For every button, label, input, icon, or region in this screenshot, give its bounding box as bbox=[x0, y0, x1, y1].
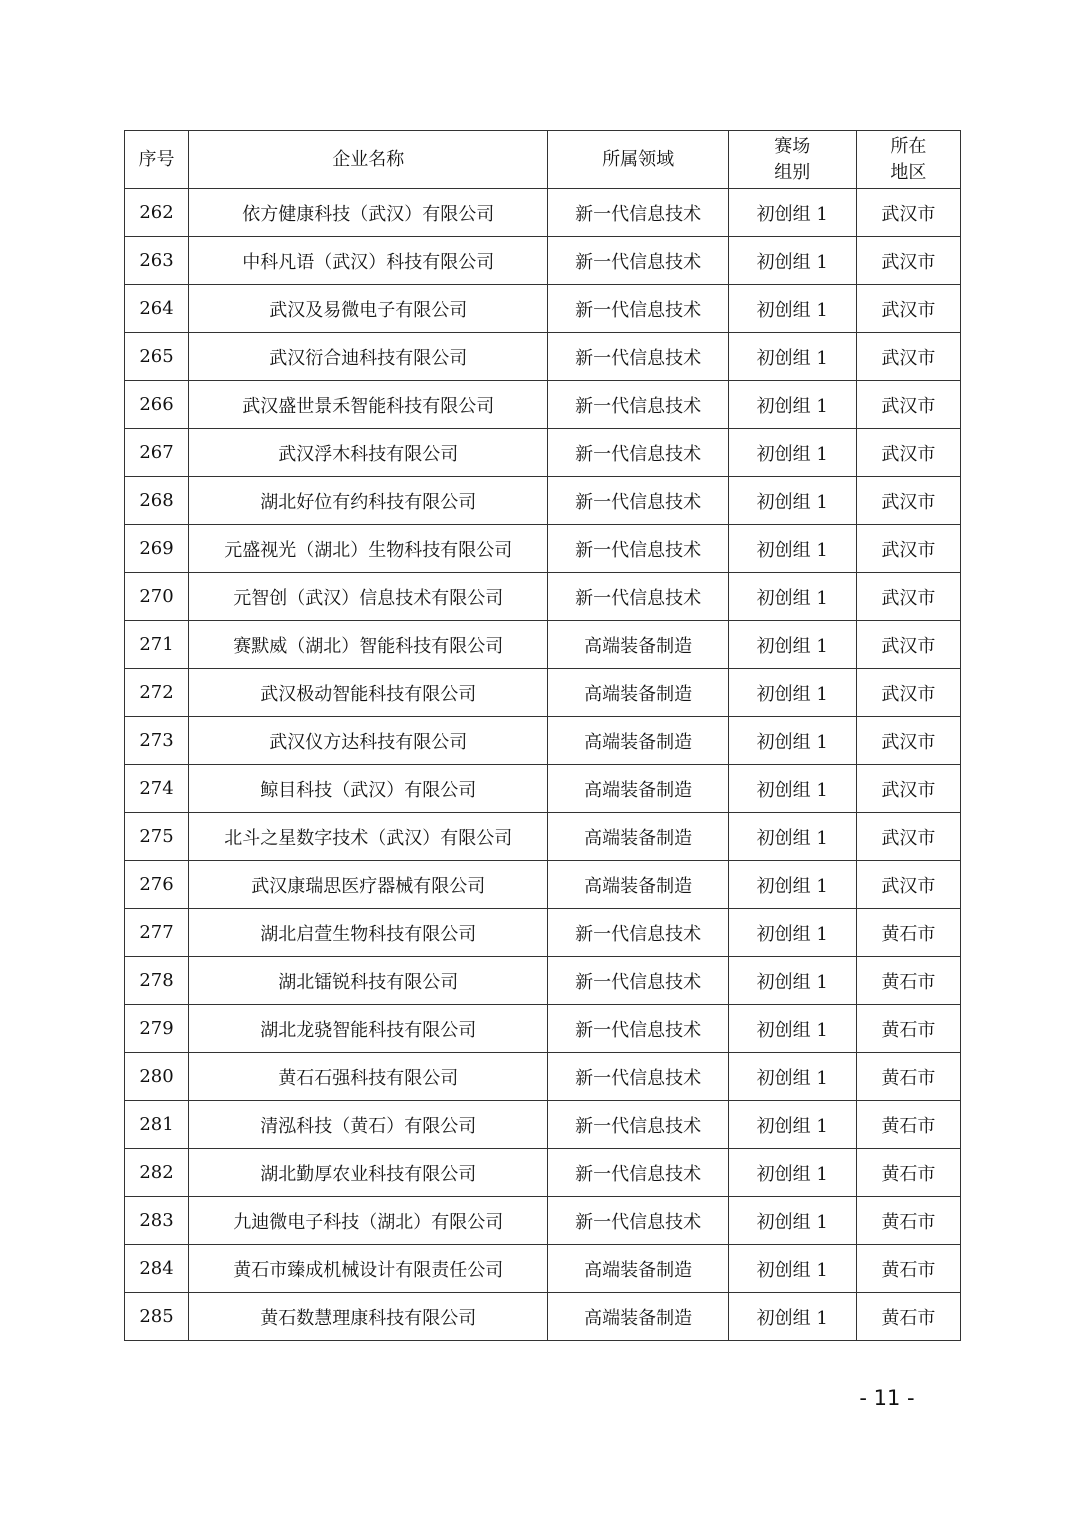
page-number: - 11 - bbox=[859, 1386, 915, 1410]
cell-company-name: 湖北勤厚农业科技有限公司 bbox=[189, 1149, 548, 1197]
company-list-table bbox=[124, 130, 961, 1341]
cell-field: 高端装备制造 bbox=[548, 621, 728, 669]
cell-no: 279 bbox=[125, 1005, 189, 1053]
cell-company-name: 黄石市臻成机械设计有限责任公司 bbox=[189, 1245, 548, 1293]
cell-group: 初创组 1 bbox=[728, 381, 856, 429]
table-row bbox=[125, 573, 961, 621]
cell-no: 282 bbox=[125, 1149, 189, 1197]
cell-group: 初创组 1 bbox=[728, 957, 856, 1005]
cell-region: 武汉市 bbox=[856, 861, 960, 909]
table-row bbox=[125, 1149, 961, 1197]
cell-region: 武汉市 bbox=[856, 621, 960, 669]
table-row bbox=[125, 1197, 961, 1245]
table-row bbox=[125, 477, 961, 525]
cell-region: 武汉市 bbox=[856, 813, 960, 861]
cell-field: 新一代信息技术 bbox=[548, 909, 728, 957]
cell-company-name: 元盛视光（湖北）生物科技有限公司 bbox=[189, 525, 548, 573]
cell-group: 初创组 1 bbox=[728, 1149, 856, 1197]
cell-region: 武汉市 bbox=[856, 765, 960, 813]
cell-no: 281 bbox=[125, 1101, 189, 1149]
header-group-line1: 赛场 bbox=[774, 135, 811, 157]
cell-no: 265 bbox=[125, 333, 189, 381]
cell-region: 武汉市 bbox=[856, 477, 960, 525]
cell-no: 264 bbox=[125, 285, 189, 333]
cell-region: 黄石市 bbox=[856, 1245, 960, 1293]
table-row bbox=[125, 717, 961, 765]
cell-field: 新一代信息技术 bbox=[548, 1053, 728, 1101]
cell-no: 266 bbox=[125, 381, 189, 429]
cell-field: 新一代信息技术 bbox=[548, 573, 728, 621]
cell-group: 初创组 1 bbox=[728, 717, 856, 765]
cell-no: 267 bbox=[125, 429, 189, 477]
header-region bbox=[856, 131, 960, 189]
cell-group: 初创组 1 bbox=[728, 573, 856, 621]
cell-field: 新一代信息技术 bbox=[548, 1005, 728, 1053]
cell-region: 武汉市 bbox=[856, 189, 960, 237]
cell-field: 新一代信息技术 bbox=[548, 429, 728, 477]
table-row bbox=[125, 861, 961, 909]
cell-company-name: 黄石石强科技有限公司 bbox=[189, 1053, 548, 1101]
table-row bbox=[125, 1293, 961, 1341]
header-group-line2: 组别 bbox=[774, 161, 811, 183]
table-row bbox=[125, 621, 961, 669]
table-row bbox=[125, 237, 961, 285]
cell-region: 武汉市 bbox=[856, 525, 960, 573]
cell-region: 武汉市 bbox=[856, 669, 960, 717]
cell-group: 初创组 1 bbox=[728, 1293, 856, 1341]
table-row bbox=[125, 189, 961, 237]
cell-field: 高端装备制造 bbox=[548, 765, 728, 813]
table-header-row bbox=[125, 131, 961, 189]
table-row bbox=[125, 429, 961, 477]
table-row bbox=[125, 957, 961, 1005]
cell-no: 285 bbox=[125, 1293, 189, 1341]
cell-group: 初创组 1 bbox=[728, 1245, 856, 1293]
cell-field: 高端装备制造 bbox=[548, 1293, 728, 1341]
cell-company-name: 湖北启萱生物科技有限公司 bbox=[189, 909, 548, 957]
cell-group: 初创组 1 bbox=[728, 909, 856, 957]
cell-region: 黄石市 bbox=[856, 957, 960, 1005]
cell-company-name: 湖北好位有约科技有限公司 bbox=[189, 477, 548, 525]
table-row bbox=[125, 1005, 961, 1053]
cell-region: 武汉市 bbox=[856, 573, 960, 621]
table-row bbox=[125, 333, 961, 381]
cell-field: 新一代信息技术 bbox=[548, 1149, 728, 1197]
cell-region: 武汉市 bbox=[856, 285, 960, 333]
cell-group: 初创组 1 bbox=[728, 1101, 856, 1149]
cell-company-name: 武汉盛世景禾智能科技有限公司 bbox=[189, 381, 548, 429]
cell-no: 271 bbox=[125, 621, 189, 669]
cell-no: 262 bbox=[125, 189, 189, 237]
cell-group: 初创组 1 bbox=[728, 525, 856, 573]
cell-company-name: 依方健康科技（武汉）有限公司 bbox=[189, 189, 548, 237]
cell-group: 初创组 1 bbox=[728, 285, 856, 333]
table-row bbox=[125, 1101, 961, 1149]
table-row bbox=[125, 381, 961, 429]
cell-group: 初创组 1 bbox=[728, 237, 856, 285]
cell-field: 新一代信息技术 bbox=[548, 381, 728, 429]
cell-field: 新一代信息技术 bbox=[548, 189, 728, 237]
table-row bbox=[125, 1053, 961, 1101]
cell-no: 263 bbox=[125, 237, 189, 285]
cell-field: 新一代信息技术 bbox=[548, 957, 728, 1005]
cell-group: 初创组 1 bbox=[728, 765, 856, 813]
header-field: 所属领域 bbox=[548, 131, 728, 189]
cell-group: 初创组 1 bbox=[728, 1053, 856, 1101]
cell-field: 新一代信息技术 bbox=[548, 1197, 728, 1245]
cell-field: 新一代信息技术 bbox=[548, 477, 728, 525]
header-region-line2: 地区 bbox=[890, 161, 927, 183]
cell-company-name: 北斗之星数字技术（武汉）有限公司 bbox=[189, 813, 548, 861]
cell-company-name: 九迪微电子科技（湖北）有限公司 bbox=[189, 1197, 548, 1245]
header-region-line1: 所在 bbox=[890, 135, 927, 157]
cell-field: 新一代信息技术 bbox=[548, 525, 728, 573]
cell-no: 273 bbox=[125, 717, 189, 765]
cell-company-name: 武汉及易微电子有限公司 bbox=[189, 285, 548, 333]
table-row bbox=[125, 285, 961, 333]
table-row bbox=[125, 765, 961, 813]
cell-company-name: 黄石数慧理康科技有限公司 bbox=[189, 1293, 548, 1341]
cell-group: 初创组 1 bbox=[728, 429, 856, 477]
table-row bbox=[125, 525, 961, 573]
cell-group: 初创组 1 bbox=[728, 669, 856, 717]
header-company-name: 企业名称 bbox=[189, 131, 548, 189]
cell-company-name: 湖北龙骁智能科技有限公司 bbox=[189, 1005, 548, 1053]
cell-no: 269 bbox=[125, 525, 189, 573]
cell-field: 新一代信息技术 bbox=[548, 285, 728, 333]
cell-field: 新一代信息技术 bbox=[548, 237, 728, 285]
cell-region: 黄石市 bbox=[856, 909, 960, 957]
cell-region: 黄石市 bbox=[856, 1101, 960, 1149]
cell-region: 黄石市 bbox=[856, 1197, 960, 1245]
header-no: 序号 bbox=[125, 131, 189, 189]
cell-region: 黄石市 bbox=[856, 1053, 960, 1101]
cell-field: 新一代信息技术 bbox=[548, 333, 728, 381]
cell-company-name: 中科凡语（武汉）科技有限公司 bbox=[189, 237, 548, 285]
table-row bbox=[125, 669, 961, 717]
cell-group: 初创组 1 bbox=[728, 813, 856, 861]
cell-field: 新一代信息技术 bbox=[548, 1101, 728, 1149]
cell-region: 武汉市 bbox=[856, 429, 960, 477]
cell-company-name: 武汉康瑞思医疗器械有限公司 bbox=[189, 861, 548, 909]
cell-group: 初创组 1 bbox=[728, 477, 856, 525]
cell-field: 高端装备制造 bbox=[548, 669, 728, 717]
cell-no: 283 bbox=[125, 1197, 189, 1245]
table-row bbox=[125, 813, 961, 861]
table-row bbox=[125, 1245, 961, 1293]
cell-no: 276 bbox=[125, 861, 189, 909]
cell-region: 武汉市 bbox=[856, 333, 960, 381]
cell-region: 黄石市 bbox=[856, 1149, 960, 1197]
table-row bbox=[125, 909, 961, 957]
cell-group: 初创组 1 bbox=[728, 861, 856, 909]
cell-company-name: 鲸目科技（武汉）有限公司 bbox=[189, 765, 548, 813]
cell-field: 高端装备制造 bbox=[548, 813, 728, 861]
cell-no: 268 bbox=[125, 477, 189, 525]
cell-region: 武汉市 bbox=[856, 717, 960, 765]
cell-no: 272 bbox=[125, 669, 189, 717]
cell-group: 初创组 1 bbox=[728, 1005, 856, 1053]
cell-group: 初创组 1 bbox=[728, 189, 856, 237]
cell-company-name: 元智创（武汉）信息技术有限公司 bbox=[189, 573, 548, 621]
cell-company-name: 清泓科技（黄石）有限公司 bbox=[189, 1101, 548, 1149]
cell-company-name: 武汉衍合迪科技有限公司 bbox=[189, 333, 548, 381]
cell-company-name: 武汉极动智能科技有限公司 bbox=[189, 669, 548, 717]
cell-region: 黄石市 bbox=[856, 1005, 960, 1053]
cell-no: 278 bbox=[125, 957, 189, 1005]
cell-group: 初创组 1 bbox=[728, 621, 856, 669]
cell-company-name: 武汉仪方达科技有限公司 bbox=[189, 717, 548, 765]
cell-no: 280 bbox=[125, 1053, 189, 1101]
cell-no: 275 bbox=[125, 813, 189, 861]
cell-company-name: 武汉浮木科技有限公司 bbox=[189, 429, 548, 477]
cell-region: 黄石市 bbox=[856, 1293, 960, 1341]
cell-field: 高端装备制造 bbox=[548, 861, 728, 909]
header-group bbox=[728, 131, 856, 189]
cell-no: 270 bbox=[125, 573, 189, 621]
cell-group: 初创组 1 bbox=[728, 1197, 856, 1245]
cell-company-name: 赛默威（湖北）智能科技有限公司 bbox=[189, 621, 548, 669]
cell-region: 武汉市 bbox=[856, 237, 960, 285]
cell-region: 武汉市 bbox=[856, 381, 960, 429]
cell-no: 274 bbox=[125, 765, 189, 813]
cell-company-name: 湖北镭锐科技有限公司 bbox=[189, 957, 548, 1005]
cell-no: 284 bbox=[125, 1245, 189, 1293]
cell-no: 277 bbox=[125, 909, 189, 957]
cell-group: 初创组 1 bbox=[728, 333, 856, 381]
cell-field: 高端装备制造 bbox=[548, 717, 728, 765]
table-body bbox=[125, 189, 961, 1341]
cell-field: 高端装备制造 bbox=[548, 1245, 728, 1293]
